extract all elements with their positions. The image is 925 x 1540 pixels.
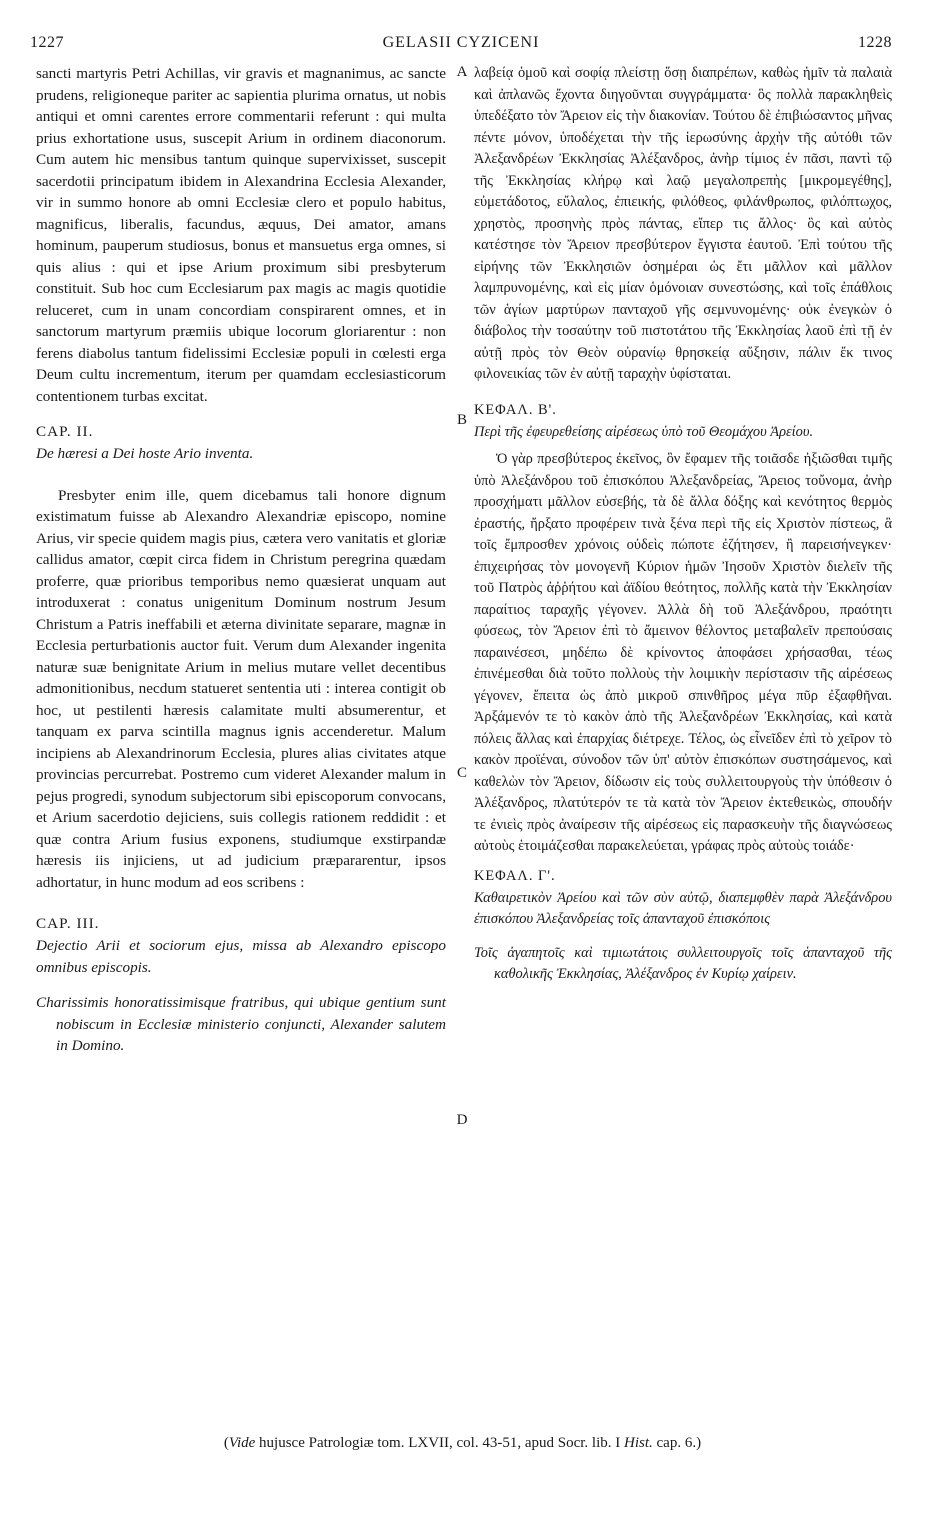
greek-cap2-title: Περὶ τῆς ἐφευρεθείσης αἱρέσεως ὑπὸ τοῦ Θεομάχου Ἀρείου.: [474, 423, 814, 440]
latin-paragraph-2: Presbyter enim ille, quem dicebamus tali honore dignum existimatum fuisse ab Alexandro Alexandriæ episcopo, nomine Arius, vir specie quidem magis pius, cætera vero vanitatis et gloriæ callidus amator, cœpit circa fidem in Christum peregrina quædam proferre, quæ prioribus temporibus nemo quæsierat unquam aut introduxerat : conatus unigenitum Dominum nostrum Jesum Christum a Patris ineffabili et æterna divinitate separare, magnæ in Ecclesia perturbationis auctor fuit. Verum dum Alexander ingenita naturæ suæ benignitate Arium in melius mutare vellet decentibus admonitionibus, necdum statueret sententia uti : interea contigit ob hoc, ut pestilenti hæresis calamitate multi absumerentur, et tanquam ex parva scintilla magnus ignis accenderetur. Malum incipiens ab Alexandrinorum Ecclesia, plures alias civitates atque provincias percurrebat. Postremo cum videret Alexander malum in pejus progredi, synodum subjectorum sibi episcoporum convocans, et Arium sacerdotio dejiciens, suis collegis rationem reddidit : et quæ contra Arium fusius exponens, studiumque exstirpandæ hæresis iis injiciens, ut ad judicium præpararentur, ipsos adhortatur, in hunc modum ad eos scribens :: [36, 486, 446, 891]
greek-greeting: Τοῖς ἀγαπητοῖς καὶ τιμιωτάτοις συλλειτουργοῖς τοῖς ἁπανταχοῦ τῆς καθολικῆς Ἐκκλησίας, Ἀλέξανδρος ἐν Κυρίῳ χαίρειν.: [474, 944, 892, 982]
right-page-number: 1228: [858, 34, 892, 51]
running-header: [30, 34, 892, 60]
greek-cap2-heading: ΚΕΦΑΛ. Β'.: [474, 401, 557, 418]
latin-cap2-heading: CAP. II.: [36, 423, 94, 440]
latin-cap3-heading: CAP. III.: [36, 915, 100, 932]
latin-paragraph-1: sancti martyris Petri Achillas, vir gravis et magnanimus, ac sancte prudens, religioneque pariter ac sapientia plurima ornatus, ut nobis antiqui et omni carentes errore commentarii referunt : qui multa prius exhortatione usus, suscepit Arium in ordinem diaconorum. Cum autem hic mensibus tantum quinque supervixisset, suscepit sacerdotii principatum ibidem in Alexandrina Ecclesia Alexander, vir in summo honore ab omni Ecclesiæ clero et populo habitus, magnificus, liberalis, facundus, æquus, Dei amator, amans hominum, pauperum studiosus, bonus et mansuetus erga omnes, si quis alius : qui et ipse Arium proximum sibi presbyterum constituit. Sub hoc cum Ecclesiarum pax magis ac magis quotidie reluceret, cum in unam concordiam conspirarent omnes, et in sanctorum martyrum præmiis ubique locorum gloriarentur : non ferens diabolus tantum fidelissimi Ecclesiæ populi in cœlesti erga Deum cultu incrementum, iterum per quamdam ecclesiasticorum contentionem turbas excitat.: [36, 65, 446, 405]
running-title: GELASII CYZICENI: [382, 34, 540, 51]
margin-marker-d: D: [456, 1112, 468, 1128]
left-page-number: 1227: [30, 34, 64, 51]
greek-paragraph-1: λαβείᾳ ὁμοῦ καὶ σοφίᾳ πλείστῃ ὅσῃ διαπρέπων, καθὼς ἡμῖν τὰ παλαιὰ καὶ ἀπλανῶς ἔχοντα διηγοῦνται συγγράμματα· ὃς πολλὰ παρακληθεὶς ὑπεδέξατο τὸν Ἄρειον εἰς τὴν διακονίαν. Τούτου δὲ ἐπιβιώσαντος μῆνας πέντε μόνον, ὑποδέχεται τὴν τῆς ἱερωσύνης ἀρχὴν τῆς αὐτόθι τῶν Ἀλεξανδρέων Ἐκκλησίας Ἀλέξανδρος, ἀνὴρ τίμιος ἐν πᾶσι, παντὶ τῷ τῆς Ἐκκλησίας κλήρῳ καὶ λαῷ μεγαλοπρεπὴς [μικρομεγέθης], εὐμετάδοτος, εὔλαλος, ἐπιεικής, φιλόθεος, φιλάνθρωπος, φιλόπτωχος, χρηστὸς, προσηνὴς πρὸς πάντας, εἴπερ τις ἄλλος· ὃς καὶ αὐτὸς κατέστησε τὸν Ἄρειον πρεσβύτερον ἔγγιστα ἑαυτοῦ. Ἐπὶ τούτου τῆς εἰρήνης τῶν Ἐκκλησιῶν ὁσημέραι ὡς ἔτι μᾶλλον καὶ μᾶλλον λαμπρυνομένης, καὶ εἰς μίαν ὁμόνοιαν συνεστώσης, καὶ τοῖς ἐπάθλοις τῶν ἁγίων μαρτύρων πανταχοῦ γῆς σεμνυνομένης· οὐκ ἐνεγκὼν ὁ διάβολος τὴν τοσαύτην τοῦ πιστοτάτου τῆς Ἐκκλησίας λαοῦ ἐπὶ τῇ ἐν αὐτῇ πρὸς τὸν Θεὸν οὐρανίῳ θρησκείᾳ αὔξησιν, πάλιν ἔκ τινος φιλονεικίας τῶν ἐν αὐτῇ ταραχὴν ὑφίσταται.: [474, 65, 892, 382]
footer-end: cap. 6.): [652, 1435, 702, 1451]
footer-hist: Hist.: [624, 1435, 653, 1451]
greek-paragraph-2: Ὁ γὰρ πρεσβύτερος ἐκεῖνος, ὃν ἔφαμεν τῆς τοιᾶσδε ἠξιῶσθαι τιμῆς ὑπὸ Ἀλεξάνδρου τοῦ ἐπισκόπου Ἀλεξανδρείας, Ἄρειος τοὔνομα, ἀνὴρ προσχήματι μᾶλλον εὐσεβής, τὰ δὲ ἄλλα δόξης καὶ κενότητος θερμὸς ἐραστής, ἤρξατο προφέρειν τινὰ ξένα περὶ τῆς εἰς Χριστὸν πίστεως, ἃ τοῖς ἔμπροσθεν χρόνοις οὐδεὶς πώποτε ἐζήτησεν, ἢ παρεισήνεγκεν· ἐπιχειρήσας τὸν μονογενῆ Κύριον ἡμῶν Ἰησοῦν Χριστὸν διελεῖν τῆς τοῦ Πατρὸς ἀῤῥήτου καὶ ἀϊδίου θεότητος, πολλῆς κατὰ τὴν Ἐκκλησίαν παραίτιος ταραχῆς γέγονεν. Ἀλλὰ δὴ τοῦ Ἀλεξάνδρου, πραότητι φύσεως, τὸν Ἄρειον ἐπὶ τὸ ἄμεινον θέλοντος μεταβαλεῖν πρεπούσαις παραινέσεσι, μηδέπω δὲ κρίνοντος ἀποφάσει χρήσασθαι, τέως ἐπινέμεσθαι διὰ τοῦτο πολλοὺς τὴν λοιμικὴν περίστασιν τῆς αἱρέσεως γέγονεν, ἔπειτα ὡς ἀπὸ μικροῦ σπινθῆρος μέγα πῦρ ἐξαφθῆναι. Ἀρξάμενόν τε τὸ κακὸν ἀπὸ τῆς Ἀλεξανδρέων Ἐκκλησίας, καὶ κατὰ πόλεις ἄλλας καὶ ἐπαρχίας διέτρεχε. Τέλος, ὡς εἶνεῖδεν ἐπὶ τὸ χεῖρον τὸ κακὸν προϊέναι, σύνοδον τῶν ὑπ' αὐτὸν ἐπισκόπων συστησάμενος, καὶ καθελὼν τὸν Ἄρειον, δίδωσιν εἰς τοὺς συλλειτουργοὺς τὴν ὑπόθεσιν ὁ Ἀλέξανδρος, πλατύτερόν τε τὰ κατὰ τὸν Ἄρειον ἐκτεθεικὼς, σπουδήν τε ἐνιεὶς πρὸς ἀναίρεσιν τῆς αἱρέσεως εἰς παρασκευὴν τῆς διαγνώσεως αὐτοὺς ἑτοιμάζεσθαι παρακελεύεται, γράφας πρὸς αὐτοὺς τοιάδε·: [474, 451, 892, 854]
footer-vide: Vide: [228, 1435, 256, 1451]
greek-column: [474, 63, 892, 986]
latin-cap2-title: De hæresi a Dei hoste Ario inventa.: [36, 445, 254, 462]
margin-marker-c: C: [456, 765, 467, 781]
greek-cap3-title: Καθαιρετικὸν Ἀρείου καὶ τῶν σὺν αὐτῷ, διαπεμφθὲν παρὰ Ἀλεξάνδρου ἐπισκόπου Ἀλεξανδρείας τοῖς ἁπανταχοῦ ἐπισκόποις: [474, 889, 892, 927]
margin-marker-a: A: [456, 64, 468, 80]
margin-marker-b: B: [456, 412, 467, 428]
footer-reference: hujusce Patrologiæ tom. LXVII, col. 43-51, apud Socr. lib. I: [255, 1435, 624, 1451]
latin-column: [36, 63, 446, 1057]
cross-reference-note: [0, 1435, 925, 1452]
latin-cap3-title: Dejectio Arii et sociorum ejus, missa ab Alexandro episcopo omnibus episcopis.: [36, 937, 446, 976]
latin-greeting: Charissimis honoratissimisque fratribus, qui ubique gentium sunt nobiscum in Ecclesiæ ministerio conjuncti, Alexander salutem in Domino.: [36, 994, 446, 1054]
greek-cap3-heading: ΚΕΦΑΛ. Γ'.: [474, 867, 556, 884]
footer-open-paren: (: [223, 1435, 229, 1451]
